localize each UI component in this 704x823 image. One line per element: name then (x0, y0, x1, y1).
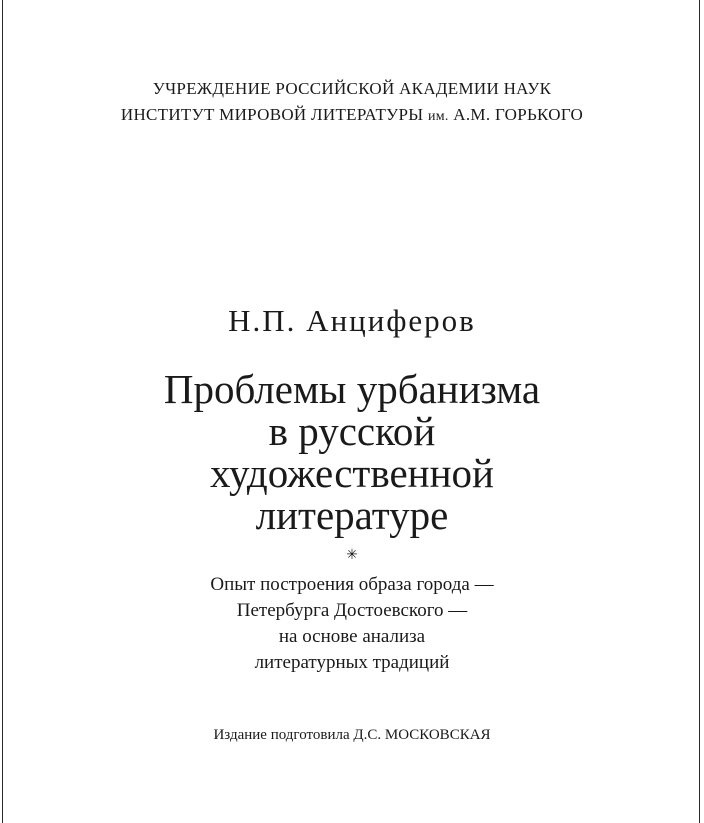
title-line-1: Проблемы урбанизма (163, 366, 541, 412)
book-subtitle (0, 572, 704, 676)
subtitle-line-2: Петербурга Достоевского — (236, 600, 468, 621)
title-line-3: художественной (210, 450, 494, 496)
book-title (0, 368, 704, 536)
title-line-2: в русской (268, 408, 436, 454)
institution-line-2 (0, 102, 704, 130)
editor-name: Д.С. МОСКОВСКАЯ (353, 727, 491, 743)
editor-credit (0, 726, 704, 744)
asterisk-ornament-icon: ✳ (346, 548, 358, 563)
institution-block (0, 76, 704, 130)
institution-line-1: УЧРЕЖДЕНИЕ РОССИЙСКОЙ АКАДЕМИИ НАУК (152, 79, 552, 98)
author-name: Н.П. Анциферов (228, 303, 476, 338)
institution-im: им. (427, 109, 449, 124)
subtitle-line-3: на основе анализа (278, 626, 426, 647)
title-line-4: литературе (255, 492, 449, 538)
editor-prefix: Издание подготовила (213, 727, 350, 743)
subtitle-line-1: Опыт построения образа города — (210, 574, 494, 595)
institution-gorky: А.М. ГОРЬКОГО (453, 105, 584, 124)
subtitle-line-4: литературных традиций (254, 652, 450, 673)
institution-name: ИНСТИТУТ МИРОВОЙ ЛИТЕРАТУРЫ (120, 105, 424, 124)
